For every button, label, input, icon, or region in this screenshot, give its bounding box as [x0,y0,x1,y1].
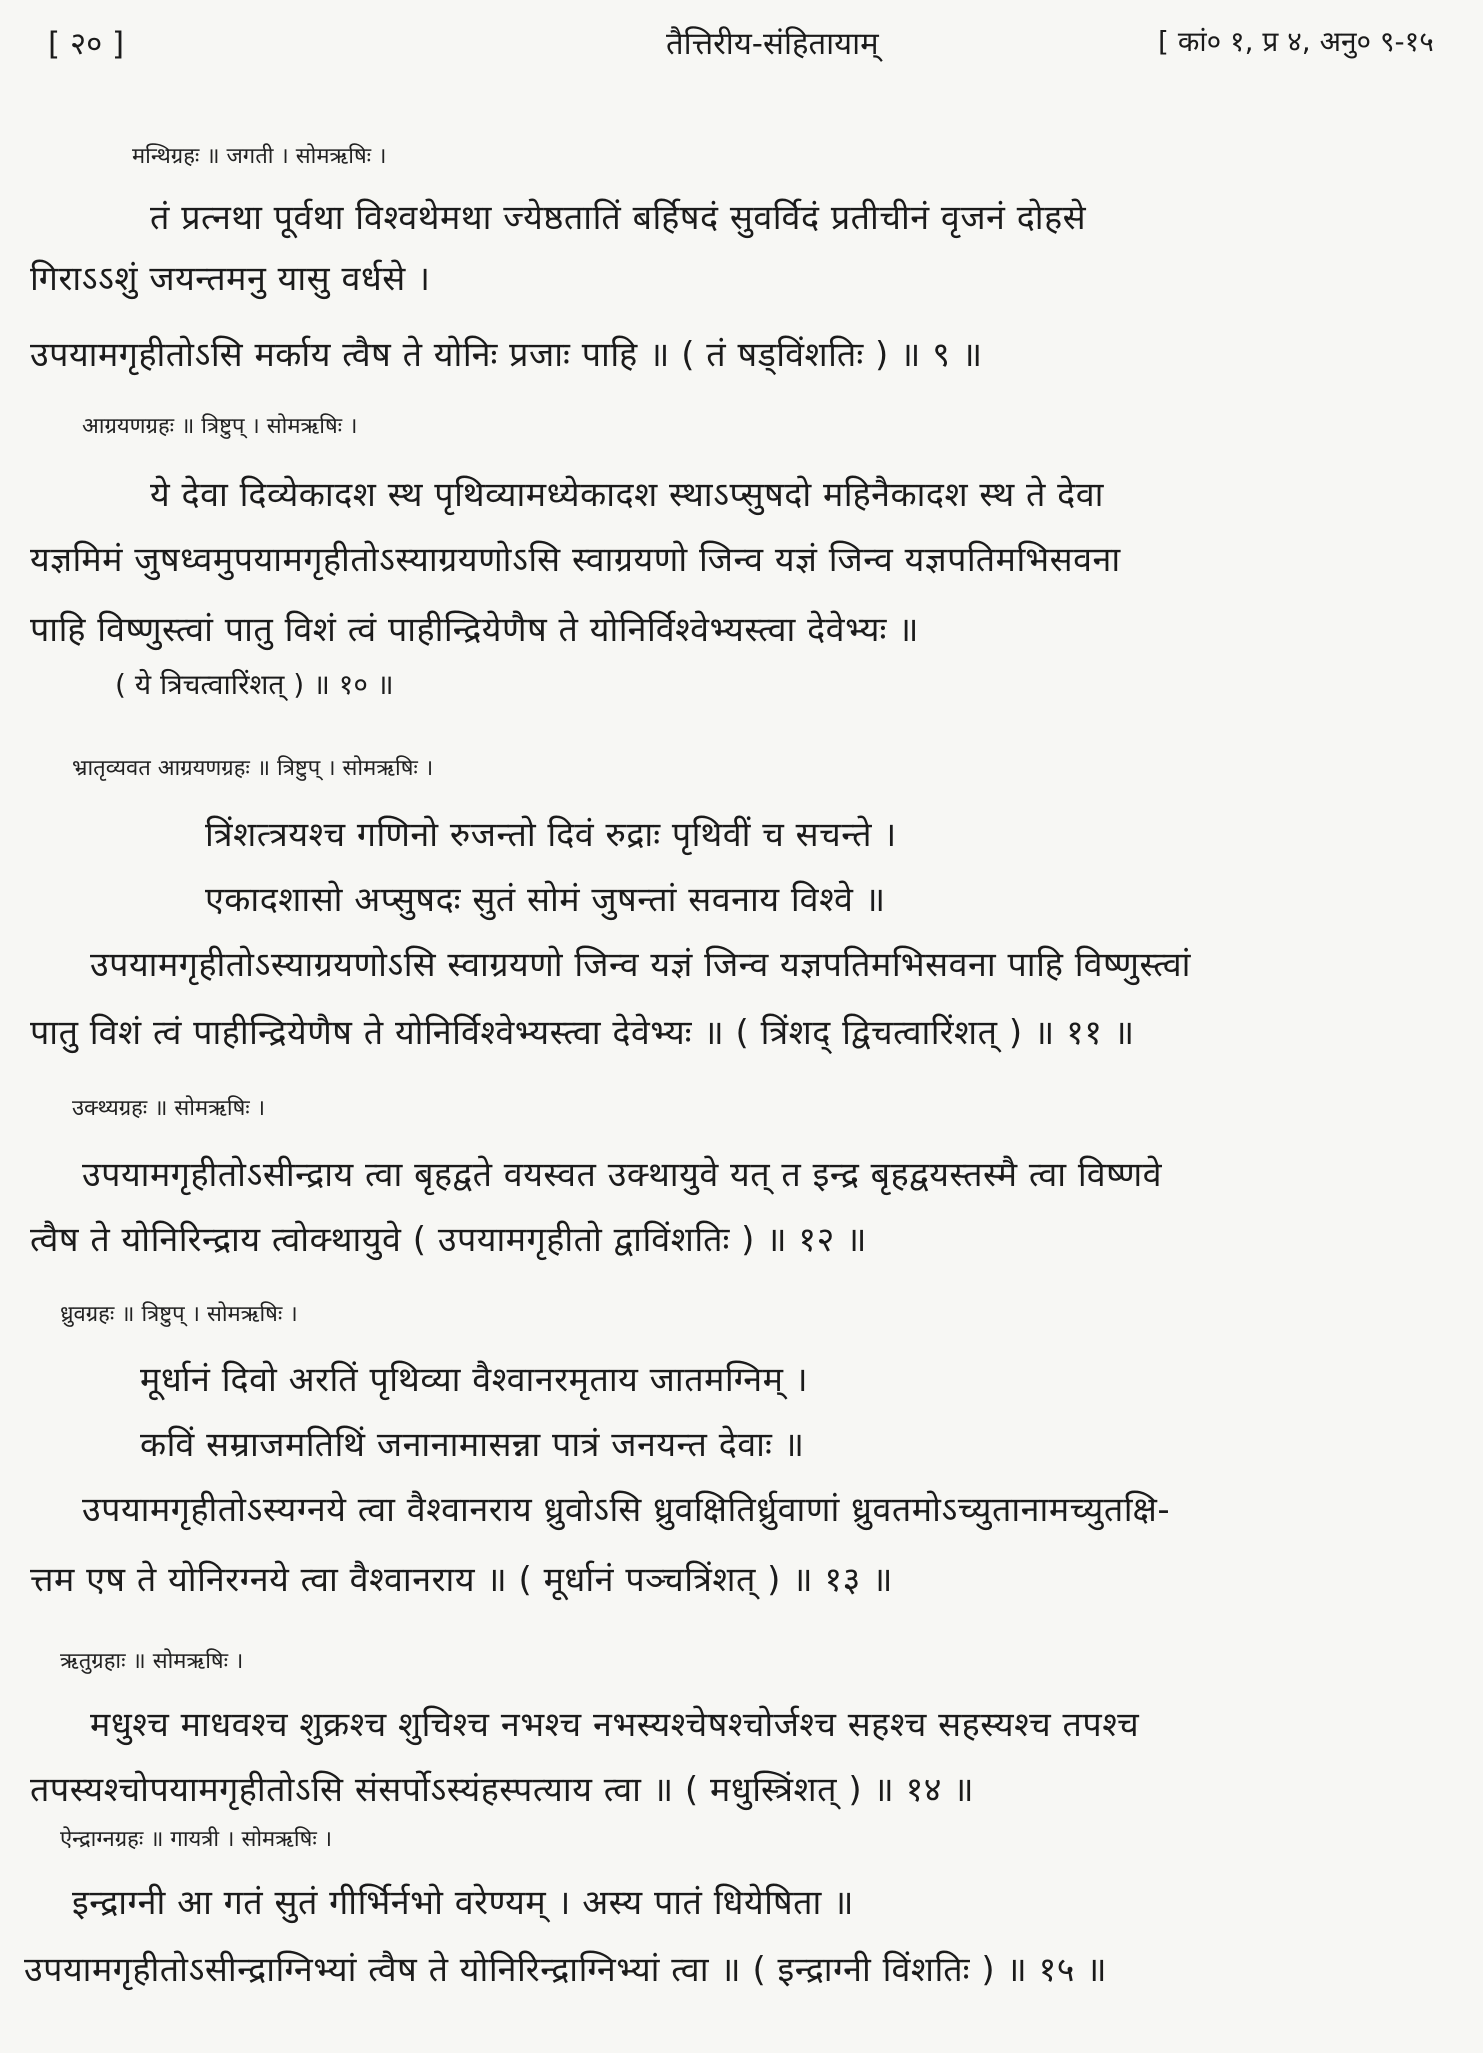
verse-line: तं प्रत्नथा पूर्वथा विश्वथेमथा ज्येष्ठतातिं बर्हिषदं सुवर्विदं प्रतीचीनं वृजनं दोहसे [150,198,1087,238]
verse-line: एकादशासो अप्सुषदः सुतं सोमं जुषन्तां सवनाय विश्वे ॥ [205,880,886,920]
page-header [48,22,1448,72]
verse-line: उपयामगृहीतोऽस्याग्रयणोऽसि स्वाग्रयणो जिन्व यज्ञं जिन्व यज्ञपतिमभिसवना पाहि विष्णुस्त्वां [90,945,1191,985]
grahah-heading: आग्रयणग्रहः ॥ त्रिष्टुप् । सोमऋषिः । [82,414,358,439]
verse-line: कविं सम्राजमतिथिं जनानामासन्ना पात्रं जनयन्त देवाः ॥ [140,1425,805,1465]
verse-line: गिराऽऽशुं जयन्तमनु यासु वर्धसे । [30,259,431,299]
page-number: [ २० ] [48,26,125,62]
verse-line: त्वैष ते योनिरिन्द्राय त्वोक्थायुवे ( उपयामगृहीतो द्वाविंशतिः ) ॥ १२ ॥ [30,1220,867,1260]
verse-line: पातु विशं त्वं पाहीन्द्रियेणैष ते योनिर्विश्वेभ्यस्त्वा देवेभ्यः ॥ ( त्रिंशद् द्विचत्वारिंशत् ) ॥ ११ ॥ [30,1013,1135,1053]
grahah-heading: मन्थिग्रहः ॥ जगती । सोमऋषिः । [132,144,387,169]
grahah-heading: ऋतुग्रहाः ॥ सोमऋषिः । [60,1649,244,1674]
verse-line: मधुश्च माधवश्च शुक्रश्च शुचिश्च नभश्च नभस्यश्चेषश्चोर्जश्च सहश्च सहस्यश्च तपश्च [90,1705,1140,1745]
grahah-heading: उक्थ्यग्रहः ॥ सोमऋषिः । [72,1096,266,1121]
verse-line: इन्द्राग्नी आ गतं सुतं गीर्भिर्नभो वरेण्यम् । अस्य पातं धियेषिता ॥ [72,1883,854,1923]
verse-line: मूर्धानं दिवो अरतिं पृथिव्या वैश्वानरमृताय जातमग्निम् । [140,1360,809,1400]
section-reference: [ कां० १, प्र ४, अनु० ९-१५ [1158,25,1434,58]
verse-line: उपयामगृहीतोऽसीन्द्राय त्वा बृहद्वते वयस्वत उक्थायुवे यत् त इन्द्र बृहद्वयस्तस्मै त्वा विष्णवे [82,1155,1163,1195]
verse-line: उपयामगृहीतोऽसि मर्काय त्वैष ते योनिः प्रजाः पाहि ॥ ( तं षड्विंशतिः ) ॥ ९ ॥ [30,335,983,375]
verse-line: पाहि विष्णुस्त्वां पातु विशं त्वं पाहीन्द्रियेणैष ते योनिर्विश्वेभ्यस्त्वा देवेभ्यः ॥ [30,610,919,650]
verse-line: उपयामगृहीतोऽस्यग्नये त्वा वैश्वानराय ध्रुवोऽसि ध्रुवक्षितिर्ध्रुवाणां ध्रुवतमोऽच्युतानामच्युतक्षि- [82,1490,1171,1530]
verse-line: यज्ञमिमं जुषध्वमुपयामगृहीतोऽस्याग्रयणोऽसि स्वाग्रयणो जिन्व यज्ञं जिन्व यज्ञपतिमभिसवना [30,540,1121,580]
grahah-heading: ऐन्द्राग्नग्रहः ॥ गायत्री । सोमऋषिः । [60,1827,333,1852]
page-title: तैत्तिरीय-संहितायाम् [666,26,879,62]
verse-line: तपस्यश्चोपयामगृहीतोऽसि संसर्पोऽस्यंहस्पत्याय त्वा ॥ ( मधुस्त्रिंशत् ) ॥ १४ ॥ [30,1770,975,1810]
verse-line: उपयामगृहीतोऽसीन्द्राग्निभ्यां त्वैष ते योनिरिन्द्राग्निभ्यां त्वा ॥ ( इन्द्राग्नी विंशतिः ) ॥ १५ ॥ [24,1950,1108,1990]
verse-line: ये देवा दिव्येकादश स्थ पृथिव्यामध्येकादश स्थाऽप्सुषदो महिनैकादश स्थ ते देवा [150,475,1104,515]
verse-count-note: ( ये त्रिचत्वारिंशत् ) ॥ १० ॥ [115,668,394,701]
grahah-heading: ध्रुवग्रहः ॥ त्रिष्टुप् । सोमऋषिः । [60,1302,298,1327]
verse-line: त्रिंशत्त्रयश्च गणिनो रुजन्तो दिवं रुद्राः पृथिवीं च सचन्ते । [205,815,897,855]
verse-line: त्तम एष ते योनिरग्नये त्वा वैश्वानराय ॥ ( मूर्धानं पञ्चत्रिंशत् ) ॥ १३ ॥ [30,1560,893,1600]
grahah-heading: भ्रातृव्यवत आग्रयणग्रहः ॥ त्रिष्टुप् । सोमऋषिः । [72,756,434,781]
